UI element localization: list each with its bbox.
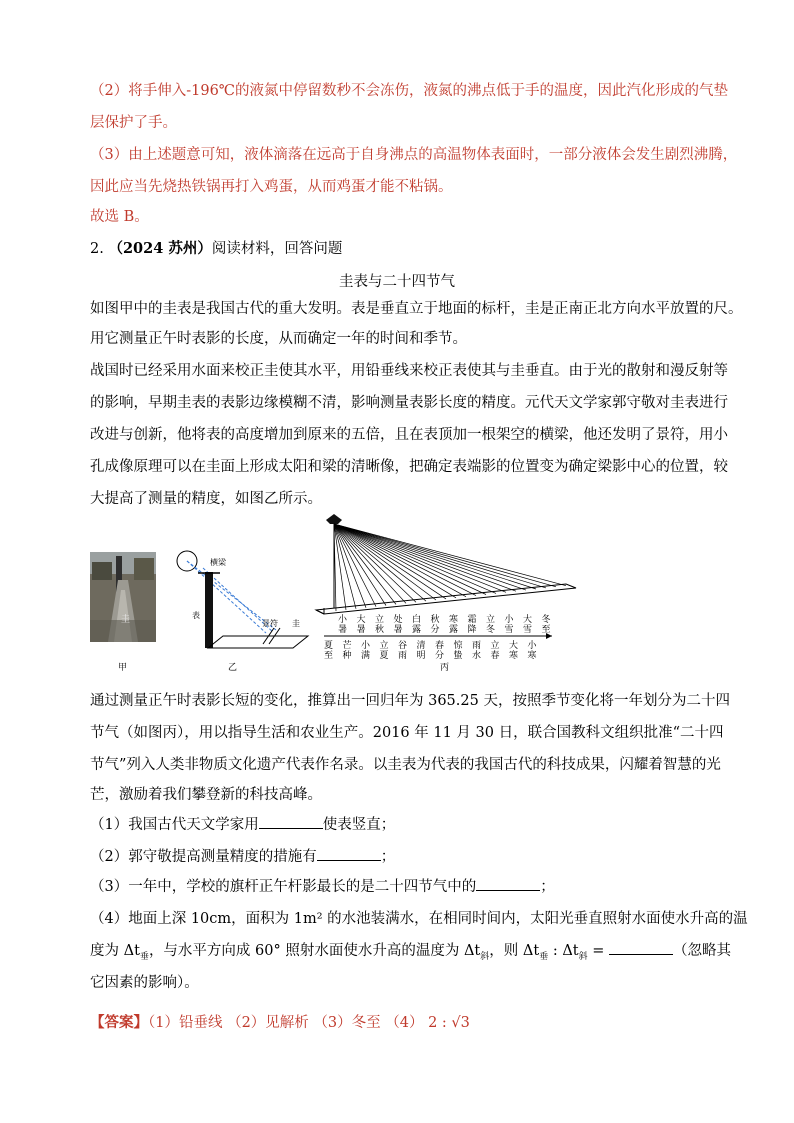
figure-yi-label: 乙 <box>228 663 238 673</box>
q4-seg-b: ，与水平方向成 60° 照射水面使水升高的温度为 Δt <box>148 943 481 959</box>
para3-line2: 节气（如图丙），用以指导生活和农业生产。2016 年 11 月 30 日，联合国教科文组织批准“二十四 <box>90 725 724 741</box>
sun-ray <box>334 524 506 592</box>
solar-term-bottom-char: 谷 <box>398 641 408 651</box>
solar-term-top-char: 白 <box>412 615 422 625</box>
figure-yi-biao: 表 <box>192 611 200 620</box>
figures-area <box>88 510 688 680</box>
solar-term-top-char: 霜 <box>467 615 477 625</box>
figure-jia-gui-text: 圭 <box>121 615 131 625</box>
question-header <box>90 238 342 260</box>
prev-solution-p2-line1: （2）将手伸入-196℃的液氮中停留数秒不会冻伤，液氮的沸点低于手的温度，因此汽化形成的气垫 <box>90 83 729 99</box>
solar-term-bottom-char: 夏 <box>324 641 334 651</box>
solar-term-bottom-char: 立 <box>490 641 500 651</box>
subquestion-2-end: ； <box>380 849 396 865</box>
answer-blank-4[interactable] <box>609 940 673 955</box>
figure-yi-hengliang: 横梁 <box>210 558 226 567</box>
solar-term-bottom-char: 至 <box>324 651 334 661</box>
answer-line <box>90 1012 470 1034</box>
subquestion-3 <box>90 876 555 898</box>
solar-term-top-char: 冬 <box>486 625 496 635</box>
sun-ray <box>334 524 436 600</box>
sun-ray <box>334 524 566 586</box>
solar-term-top-char: 立 <box>375 615 385 625</box>
solar-term-bottom-char: 小 <box>527 641 537 651</box>
sun-ray <box>334 524 546 588</box>
figure-jia-photo <box>90 552 156 642</box>
q4-seg-c: ，则 Δt <box>489 943 540 959</box>
sun-ray <box>334 524 476 596</box>
prev-solution-conclusion: 故选 B。 <box>90 209 149 225</box>
solar-term-top-char: 雪 <box>504 625 514 635</box>
solar-term-bottom-char: 芒 <box>342 641 352 651</box>
solar-term-top-char: 大 <box>523 615 533 625</box>
solar-term-bottom-char: 寒 <box>509 651 519 661</box>
solar-term-bottom-char: 雨 <box>398 651 408 661</box>
q4-sub-2: 斜 <box>480 951 490 962</box>
question-prompt: 阅读材料，回答问题 <box>211 241 343 257</box>
figure-bing-terms <box>324 613 551 661</box>
para2-line1: 战国时已经采用水面来校正圭使其水平，用铅垂线来校正表使其与圭垂直。由于光的散射和漫反射等 <box>90 363 728 379</box>
figure-yi-diagram <box>177 551 308 648</box>
solar-term-bottom-char: 立 <box>379 641 389 651</box>
solar-term-top-char: 立 <box>486 615 496 625</box>
solar-term-top-char: 秋 <box>375 625 385 635</box>
solar-term-bottom-char: 雨 <box>472 641 482 651</box>
solar-term-bottom-char: 春 <box>435 641 445 651</box>
prev-solution-p2-line2: 层保护了手。 <box>90 115 177 131</box>
sun-ray <box>334 524 456 598</box>
para1-line2: 用它测量正午时表影的长度，从而确定一年的时间和季节。 <box>90 331 467 347</box>
subquestion-2 <box>90 846 395 868</box>
figure-bing-label: 丙 <box>440 663 450 673</box>
solar-term-top-char: 露 <box>412 625 422 635</box>
solar-term-top-char: 暑 <box>393 625 403 635</box>
para3-line3: 节气”列入人类非物质文化遗产代表作名录。以圭表为代表的我国古代的科技成果，闪耀着智慧的光 <box>90 757 721 773</box>
q4-sub-1: 垂 <box>139 951 149 962</box>
subquestion-1 <box>90 814 395 836</box>
answer-blank-2[interactable] <box>317 846 381 861</box>
question-number: 2. <box>90 241 104 257</box>
solar-term-bottom-char: 夏 <box>379 651 389 661</box>
para3-line4: 芒，激励着我们攀登新的科技高峰。 <box>90 787 322 803</box>
solar-term-top-char: 降 <box>467 625 477 635</box>
q4-seg-a: 度为 Δt <box>90 943 140 959</box>
q4-seg-f: （忽略其 <box>673 943 732 959</box>
para1-line1: 如图甲中的圭表是我国古代的重大发明。表是垂直立于地面的标杆，圭是正南正北方向水平放置的尺。 <box>90 301 743 317</box>
solar-term-top-char: 小 <box>338 615 348 625</box>
solar-term-bottom-char: 小 <box>361 641 371 651</box>
solar-term-top-char: 暑 <box>356 625 366 635</box>
solar-term-top-char: 大 <box>356 615 366 625</box>
solar-term-top-char: 雪 <box>523 625 533 635</box>
question-source: （2024 苏州） <box>108 240 212 257</box>
solar-term-top-char: 小 <box>504 615 514 625</box>
sun-ray <box>334 524 496 593</box>
para2-line2: 的影响，早期圭表的表影边缘模糊不清，影响测量表影长度的精度。元代天文学家郭守敬对圭表进行 <box>90 395 728 411</box>
answer-blank-3[interactable] <box>476 876 540 891</box>
solar-term-bottom-char: 水 <box>472 651 482 661</box>
answer-blank-1[interactable] <box>259 814 323 829</box>
solar-term-bottom-char: 明 <box>416 651 426 661</box>
para2-line5: 大提高了测量的精度，如图乙所示。 <box>90 491 322 507</box>
prev-solution-p3-line1: （3）由上述题意可知，液体滴落在远高于自身沸点的高温物体表面时，一部分液体会发生剧烈沸腾， <box>90 147 738 163</box>
subquestion-3-text: （3）一年中，学校的旗杆正午杆影最长的是二十四节气中的 <box>90 879 477 895</box>
q4-sub-3: 垂 <box>539 951 549 962</box>
solar-term-top-char: 至 <box>541 625 551 635</box>
solar-term-bottom-char: 蛰 <box>453 651 463 661</box>
figure-jia-label: 甲 <box>118 663 128 673</box>
solar-term-top-char: 露 <box>449 625 459 635</box>
subquestion-4-line2 <box>90 940 731 968</box>
subquestion-4-line1: （4）地面上深 10cm，面积为 1m² 的水池装满水，在相同时间内，太阳光垂直照射水面使水升高的温 <box>90 911 748 927</box>
figures-svg <box>88 510 688 680</box>
solar-term-bottom-char: 惊 <box>453 641 463 651</box>
solar-term-bottom-char: 分 <box>435 651 445 661</box>
subquestion-2-text: （2）郭守敬提高测量精度的措施有 <box>90 849 317 865</box>
solar-term-bottom-char: 大 <box>509 641 519 651</box>
para2-line4: 孔成像原理可以在圭面上形成太阳和梁的清晰像，把确定表端影的位置变为确定梁影中心的位置，较 <box>90 459 728 475</box>
solar-term-bottom-char: 满 <box>361 651 371 661</box>
q4-sub-4: 斜 <box>578 951 588 962</box>
solar-term-bottom-char: 春 <box>490 651 500 661</box>
subquestion-4-line3: 它因素的影响）。 <box>90 975 199 991</box>
solar-term-bottom-char: 种 <box>342 651 352 661</box>
prev-solution-p3-line2: 因此应当先烧热铁锅再打入鸡蛋，从而鸡蛋才能不粘锅。 <box>90 179 453 195</box>
sun-ray <box>334 524 426 601</box>
para2-line3: 改进与创新，他将表的高度增加到原来的五倍，且在表顶加一根架空的横梁，他还发明了景符，用小 <box>90 427 728 443</box>
para3-line1: 通过测量正午时表影长短的变化，推算出一回归年为 365.25 天，按照季节变化将一年划分为二十四 <box>90 693 730 709</box>
solar-term-bottom-char: 寒 <box>527 651 537 661</box>
solar-term-top-char: 寒 <box>449 615 459 625</box>
solar-term-top-char: 冬 <box>541 615 551 625</box>
solar-term-top-char: 暑 <box>338 625 348 635</box>
subquestion-1-end: 使表竖直； <box>322 817 396 833</box>
subquestion-1-text: （1）我国古代天文学家用 <box>90 817 259 833</box>
figure-yi-gui: 圭 <box>292 619 300 628</box>
figure-bing-diagram <box>316 514 576 639</box>
solar-term-bottom-char: 清 <box>416 641 426 651</box>
q4-seg-e: = <box>587 943 610 959</box>
q4-seg-d: : Δt <box>548 943 579 959</box>
solar-term-top-char: 处 <box>393 615 403 625</box>
figure-yi-jingfu: 景符 <box>262 619 278 628</box>
solar-term-top-char: 秋 <box>430 615 440 625</box>
solar-term-top-char: 分 <box>430 625 440 635</box>
sun-ray <box>334 524 516 591</box>
answer-text: （1）铅垂线 （2）见解析 （3）冬至 （4） 2 : √3 <box>148 1015 470 1031</box>
passage-title: 圭表与二十四节气 <box>339 274 455 290</box>
answer-key: 【答案】 <box>90 1014 148 1031</box>
subquestion-3-end: ； <box>540 879 555 895</box>
